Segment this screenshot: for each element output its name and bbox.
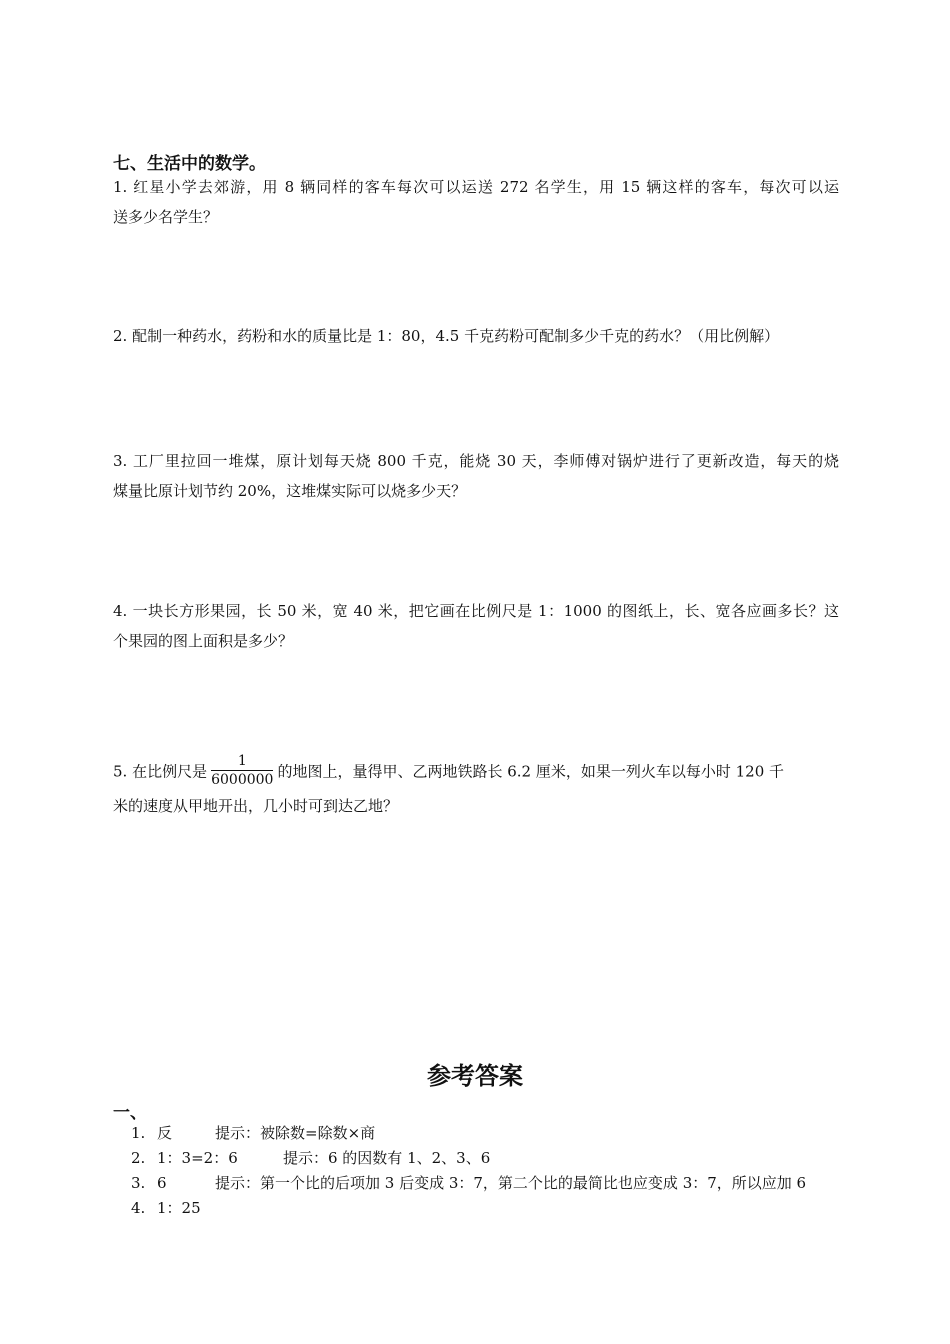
question-4 <box>113 596 839 656</box>
question-3-line-1: 3. 工厂里拉回一堆煤，原计划每天烧 800 千克，能烧 30 天，李师傅对锅炉进行了更新改造，每天的烧 <box>113 452 839 470</box>
answer-text: 1：3=2：6 <box>157 1149 238 1167</box>
answer-text: 6 <box>157 1174 167 1192</box>
answers-title: 参考答案 <box>427 1062 523 1090</box>
answer-item <box>131 1196 851 1220</box>
question-5-suffix: 的地图上，量得甲、乙两地铁路长 6.2 厘米，如果一列火车以每小时 120 千 <box>277 762 785 781</box>
question-3 <box>113 446 839 506</box>
question-1 <box>113 172 839 232</box>
question-5-line-2: 米的速度从甲地开出，几小时可到达乙地？ <box>113 797 399 815</box>
question-3-line-2: 煤量比原计划节约 20%，这堆煤实际可以烧多少天？ <box>113 482 467 500</box>
answer-tip: 提示：第一个比的后项加 3 后变成 3：7，第二个比的最简比也应变成 3：7，所以应加 6 <box>215 1174 807 1192</box>
question-4-line-2: 个果园的图上面积是多少？ <box>113 632 294 650</box>
question-1-line-1: 1. 红星小学去郊游，用 8 辆同样的客车每次可以运送 272 名学生，用 15 辆这样的客车，每次可以运 <box>113 178 839 196</box>
answer-text: 1：25 <box>157 1199 201 1217</box>
answer-item <box>131 1146 851 1170</box>
answer-number: 1. <box>131 1124 146 1142</box>
question-5-prefix: 5. 在比例尺是 <box>113 762 208 781</box>
question-2-line-1: 2. 配制一种药水，药粉和水的质量比是 1：80，4.5 千克药粉可配制多少千克的药水？（用比例解） <box>113 327 780 345</box>
answer-tip: 提示：被除数=除数×商 <box>215 1124 376 1142</box>
question-4-line-1: 4. 一块长方形果园，长 50 米，宽 40 米，把它画在比例尺是 1：1000 的图纸上，长、宽各应画多长？这 <box>113 602 839 620</box>
answer-text: 反 <box>157 1124 173 1142</box>
answer-tip: 提示：6 的因数有 1、2、3、6 <box>283 1149 491 1167</box>
answer-number: 4. <box>131 1199 146 1217</box>
question-2 <box>113 321 839 351</box>
answer-item <box>131 1171 851 1195</box>
question-5 <box>113 754 839 821</box>
question-1-line-2: 送多少名学生？ <box>113 208 219 226</box>
answers-section-label: 一、 <box>113 1103 147 1123</box>
answer-number: 2. <box>131 1149 146 1167</box>
section-heading: 七、生活中的数学。 <box>113 154 266 174</box>
answer-item <box>131 1121 851 1145</box>
fraction-numerator: 1 <box>211 752 273 771</box>
scale-fraction <box>211 752 273 789</box>
answer-number: 3. <box>131 1174 146 1192</box>
question-5-line-1 <box>113 754 839 791</box>
fraction-denominator: 6000000 <box>211 772 274 788</box>
